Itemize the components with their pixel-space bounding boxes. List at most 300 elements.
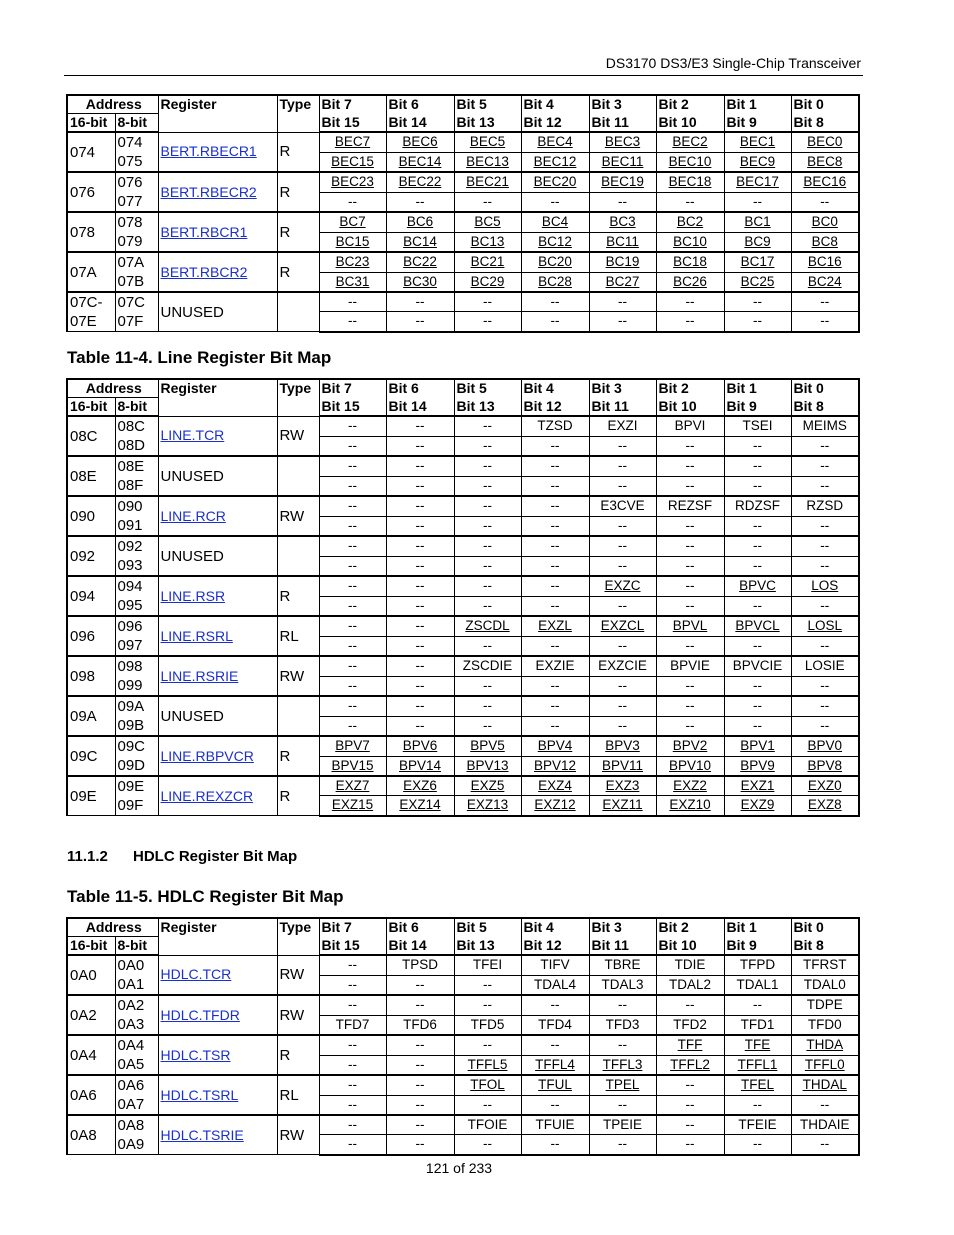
- bit-cell: [454, 496, 521, 516]
- bit-name: --: [483, 637, 492, 653]
- bit-cell: [386, 436, 454, 456]
- bit-cell: [589, 456, 656, 476]
- register-type: R: [277, 1035, 319, 1075]
- bit-name: BPVC: [739, 578, 776, 593]
- bit-cell: [319, 1015, 386, 1035]
- address-8bit: [115, 995, 158, 1035]
- bit-name: EXZ1: [740, 778, 775, 793]
- address-16bit-text: 07A: [70, 263, 97, 281]
- bit-cell: [724, 756, 791, 776]
- address-8bit-text: 079: [117, 233, 143, 250]
- bit-name: --: [618, 193, 627, 209]
- bit-cell: [386, 1015, 454, 1035]
- address-8bit-text: 0A2: [117, 997, 145, 1014]
- register-link[interactable]: LINE.TCR: [160, 427, 225, 444]
- bit-name: --: [483, 313, 492, 329]
- bit-cell: [724, 1135, 791, 1155]
- bit-name: --: [483, 1096, 492, 1112]
- bit-cell: [589, 1115, 656, 1135]
- register-name: UNUSED: [160, 707, 224, 725]
- bit-name: --: [685, 557, 695, 573]
- bit-name: --: [618, 717, 627, 733]
- register-link[interactable]: HDLC.TSRL: [160, 1086, 239, 1103]
- register-type: R: [277, 736, 319, 776]
- bit-cell: [589, 955, 656, 975]
- register-link[interactable]: BERT.RBCR1: [160, 223, 248, 240]
- bit-name: --: [415, 313, 425, 329]
- register-link[interactable]: BERT.RBECR1: [160, 143, 257, 160]
- bit-cell: [724, 736, 791, 756]
- bit-name: BEC18: [668, 174, 712, 189]
- register-type: RW: [277, 1115, 319, 1155]
- bit-name: --: [753, 557, 762, 573]
- register-link[interactable]: LINE.RCR: [160, 507, 226, 524]
- address-8bit-text: 078: [117, 214, 143, 231]
- bit-cell: [454, 252, 521, 272]
- bit-name: --: [348, 437, 357, 453]
- bit-cell: [724, 172, 791, 192]
- bit-name: LOS: [811, 578, 839, 593]
- address-16bit: [67, 292, 115, 332]
- bit-cell: [521, 272, 589, 292]
- bit-cell: [454, 1115, 521, 1135]
- register-type: RW: [277, 416, 319, 456]
- bit-cell: [386, 736, 454, 756]
- register-link[interactable]: LINE.RSRIE: [160, 667, 239, 684]
- bit-cell: [791, 456, 859, 476]
- bit-name: --: [685, 538, 695, 553]
- bit-name: --: [550, 677, 560, 693]
- bit-cell: [724, 1015, 791, 1035]
- bit-name: BEC8: [807, 153, 843, 169]
- bit-cell: [319, 252, 386, 272]
- address-8bit: [115, 496, 158, 536]
- header-type: Type: [277, 95, 319, 132]
- bit-cell: [386, 212, 454, 232]
- bit-name: BPV7: [335, 738, 370, 753]
- address-8bit: [115, 212, 158, 252]
- register-link[interactable]: BERT.RBECR2: [160, 183, 257, 200]
- register-link[interactable]: LINE.RBPVCR: [160, 747, 254, 764]
- bit-cell: [656, 1075, 724, 1095]
- bit-name: EXZ11: [602, 797, 643, 813]
- register-row: [67, 576, 859, 596]
- bit-cell: [386, 776, 454, 796]
- bit-cell: [319, 292, 386, 312]
- register-type: RW: [277, 656, 319, 696]
- bit-name: --: [348, 618, 357, 633]
- bit-name: BPV1: [740, 738, 775, 753]
- bit-name: --: [550, 1136, 560, 1152]
- bit-name: --: [415, 477, 425, 493]
- register-name-cell: [158, 496, 277, 536]
- address-8bit-text: 096: [117, 618, 143, 635]
- bit-name: TFFL4: [535, 1056, 575, 1072]
- register-type: R: [277, 252, 319, 292]
- address-8bit-text: 08F: [117, 477, 144, 494]
- address-16bit: [67, 736, 115, 776]
- bit-name: --: [820, 193, 830, 209]
- register-link[interactable]: BERT.RBCR2: [160, 263, 248, 280]
- register-name: UNUSED: [160, 303, 224, 321]
- header-bit-high: Bit 11: [589, 937, 656, 956]
- bit-name: BPV4: [537, 738, 573, 753]
- address-8bit-text: 07F: [117, 313, 144, 330]
- register-type: RL: [277, 616, 319, 656]
- bit-cell: [589, 536, 656, 556]
- bit-name: --: [753, 477, 762, 493]
- register-type: RW: [277, 496, 319, 536]
- register-link[interactable]: HDLC.TCR: [160, 966, 232, 983]
- bit-cell: [386, 252, 454, 272]
- header-8bit: 8-bit: [115, 114, 158, 133]
- bit-name: TBRE: [604, 957, 641, 972]
- bit-name: BC8: [811, 233, 838, 249]
- register-name-cell: [158, 536, 277, 576]
- bit-name: --: [685, 1096, 695, 1112]
- bit-name: BC23: [335, 254, 370, 269]
- bit-name: EXZ0: [807, 778, 842, 793]
- bit-cell: [589, 516, 656, 536]
- bit-name: --: [415, 557, 425, 573]
- address-8bit: [115, 955, 158, 995]
- bit-cell: [589, 656, 656, 676]
- bit-name: TFFL1: [737, 1056, 778, 1072]
- bit-cell: [386, 636, 454, 656]
- bit-cell: [724, 212, 791, 232]
- bit-cell: [319, 596, 386, 616]
- bit-name: TFE: [744, 1037, 771, 1052]
- address-8bit-text: 08C: [117, 418, 146, 435]
- bit-cell: [319, 975, 386, 995]
- bit-name: EXZ9: [740, 797, 775, 813]
- address-16bit-text: 09E: [70, 787, 97, 805]
- bit-cell: [521, 192, 589, 212]
- bit-name: --: [820, 1096, 830, 1112]
- bit-cell: [386, 756, 454, 776]
- bit-cell: [724, 496, 791, 516]
- bit-cell: [521, 756, 589, 776]
- bit-name: --: [820, 517, 830, 533]
- bit-name: --: [685, 313, 695, 329]
- address-16bit: [67, 616, 115, 656]
- bit-cell: [319, 756, 386, 776]
- bit-name: --: [415, 437, 425, 453]
- bit-cell: [319, 796, 386, 816]
- bit-name: --: [415, 1096, 425, 1112]
- bit-cell: [386, 272, 454, 292]
- bit-cell: [589, 416, 656, 436]
- bit-name: BC17: [740, 254, 775, 269]
- register-link[interactable]: HDLC.TFDR: [160, 1006, 240, 1023]
- bit-name: --: [348, 677, 357, 693]
- bit-name: --: [483, 437, 492, 453]
- bit-name: --: [483, 538, 492, 553]
- address-8bit-text: 0A1: [117, 976, 145, 993]
- bit-cell: [791, 212, 859, 232]
- register-link[interactable]: LINE.REXZCR: [160, 787, 254, 804]
- bit-cell: [656, 416, 724, 436]
- address-16bit-text: 098: [70, 667, 96, 685]
- bit-name: MEIMS: [802, 418, 847, 433]
- header-bit: Bit 6: [386, 95, 454, 114]
- bit-name: TZSD: [537, 418, 573, 433]
- bit-name: REZSF: [667, 498, 713, 513]
- bit-cell: [454, 192, 521, 212]
- bit-cell: [454, 212, 521, 232]
- bit-name: --: [820, 477, 830, 493]
- bit-cell: [791, 556, 859, 576]
- bit-name: TFFL5: [467, 1056, 508, 1072]
- register-name-cell: [158, 1075, 277, 1115]
- bit-cell: [589, 716, 656, 736]
- header-register: Register: [158, 918, 277, 955]
- bit-cell: [791, 736, 859, 756]
- bit-name: BC6: [406, 214, 434, 229]
- bit-cell: [454, 1135, 521, 1155]
- register-link[interactable]: LINE.RSR: [160, 587, 226, 604]
- bit-name: --: [483, 597, 492, 613]
- address-8bit-text: 07C: [117, 294, 146, 311]
- bit-cell: [521, 1115, 589, 1135]
- register-type: [277, 292, 319, 332]
- bit-cell: [386, 516, 454, 536]
- bit-name: --: [820, 437, 830, 453]
- bit-cell: [724, 292, 791, 312]
- bit-cell: [386, 192, 454, 212]
- register-type: R: [277, 212, 319, 252]
- bit-cell: [454, 172, 521, 192]
- bit-cell: [589, 252, 656, 272]
- address-8bit-text: 095: [117, 597, 143, 614]
- register-name-cell: [158, 616, 277, 656]
- bit-cell: [521, 776, 589, 796]
- bit-name: --: [415, 698, 425, 713]
- address-16bit: [67, 172, 115, 212]
- bit-name: BC29: [470, 273, 505, 289]
- bit-cell: [386, 796, 454, 816]
- bit-name: BEC22: [398, 174, 442, 189]
- header-bit: Bit 7: [319, 379, 386, 398]
- address-8bit: [115, 656, 158, 696]
- bit-cell: [656, 152, 724, 172]
- bit-cell: [656, 796, 724, 816]
- header-bit: Bit 2: [656, 95, 724, 114]
- bit-cell: [656, 975, 724, 995]
- bit-name: RDZSF: [735, 498, 780, 513]
- address-8bit: [115, 252, 158, 292]
- header-bit-high: Bit 9: [724, 114, 791, 133]
- bit-cell: [386, 576, 454, 596]
- bit-name: --: [348, 313, 357, 329]
- header-bit-high: Bit 13: [454, 937, 521, 956]
- bit-name: --: [685, 1136, 695, 1152]
- bit-name: BC15: [335, 233, 370, 249]
- bit-name: --: [753, 997, 762, 1012]
- bit-cell: [454, 436, 521, 456]
- bit-name: --: [618, 437, 627, 453]
- address-8bit: [115, 292, 158, 332]
- bit-cell: [589, 292, 656, 312]
- bit-cell: [791, 312, 859, 332]
- bit-name: BEC2: [672, 134, 708, 149]
- register-row: [67, 1115, 859, 1135]
- bit-name: TFD4: [538, 1016, 572, 1032]
- header-bit: Bit 2: [656, 379, 724, 398]
- bit-cell: [319, 716, 386, 736]
- bit-name: --: [415, 658, 425, 673]
- bit-cell: [724, 252, 791, 272]
- bit-name: --: [618, 313, 627, 329]
- bit-name: BC13: [470, 233, 505, 249]
- header-bit: Bit 0: [791, 95, 859, 114]
- bit-cell: [454, 416, 521, 436]
- bit-cell: [724, 1035, 791, 1055]
- bit-name: BC1: [744, 214, 771, 229]
- address-16bit-text: 092: [70, 547, 96, 565]
- bit-cell: [454, 975, 521, 995]
- bit-name: --: [483, 698, 492, 713]
- address-8bit-text: 098: [117, 658, 143, 675]
- address-16bit-text: 07E: [70, 313, 97, 330]
- bit-cell: [521, 975, 589, 995]
- bit-name: --: [415, 517, 425, 533]
- bit-name: TFD1: [740, 1016, 775, 1032]
- header-address: Address: [67, 918, 158, 937]
- register-link[interactable]: HDLC.TSR: [160, 1046, 231, 1063]
- bit-cell: [454, 576, 521, 596]
- bit-cell: [791, 496, 859, 516]
- bit-cell: [589, 1135, 656, 1155]
- bit-cell: [656, 576, 724, 596]
- address-16bit-text: 08E: [70, 467, 97, 485]
- address-16bit-text: 0A8: [70, 1126, 97, 1144]
- bit-cell: [589, 676, 656, 696]
- bit-name: --: [348, 1096, 357, 1112]
- bit-cell: [319, 955, 386, 975]
- register-row: [67, 536, 859, 556]
- bit-cell: [521, 955, 589, 975]
- bit-cell: [589, 1035, 656, 1055]
- bit-cell: [589, 736, 656, 756]
- bit-name: --: [820, 538, 830, 553]
- bit-name: EXZC: [604, 578, 641, 593]
- bit-name: EXZ8: [807, 797, 842, 813]
- bit-name: BPV12: [533, 757, 577, 773]
- page-header-title: DS3170 DS3/E3 Single-Chip Transceiver: [605, 55, 861, 71]
- header-rule: [64, 75, 863, 76]
- address-16bit-text: 0A2: [70, 1006, 97, 1024]
- bit-cell: [521, 152, 589, 172]
- address-8bit-text: 093: [117, 557, 143, 574]
- bit-cell: [521, 516, 589, 536]
- bit-cell: [791, 1115, 859, 1135]
- bit-name: --: [348, 193, 357, 209]
- bit-cell: [791, 152, 859, 172]
- address-16bit-text: 096: [70, 627, 96, 645]
- bit-name: EXZ6: [403, 778, 437, 793]
- bit-cell: [454, 1095, 521, 1115]
- bit-name: --: [685, 637, 695, 653]
- address-16bit: [67, 212, 115, 252]
- bit-name: --: [753, 437, 762, 453]
- register-row: [67, 456, 859, 476]
- bit-cell: [791, 1055, 859, 1075]
- bit-name: --: [820, 698, 830, 713]
- hdlc-register-table: [66, 917, 860, 1156]
- bit-cell: [386, 1075, 454, 1095]
- bit-name: --: [753, 517, 762, 533]
- bit-cell: [319, 456, 386, 476]
- bit-name: --: [550, 997, 560, 1012]
- register-link[interactable]: HDLC.TSRIE: [160, 1126, 244, 1143]
- bit-cell: [521, 1035, 589, 1055]
- bit-cell: [521, 292, 589, 312]
- address-8bit: [115, 1075, 158, 1115]
- bit-cell: [589, 272, 656, 292]
- bit-name: ZSCDIE: [462, 658, 513, 673]
- bit-name: --: [550, 597, 560, 613]
- bit-name: --: [550, 294, 560, 309]
- header-bit: Bit 7: [319, 95, 386, 114]
- bit-cell: [319, 736, 386, 756]
- bit-cell: [454, 776, 521, 796]
- header-bit: Bit 5: [454, 95, 521, 114]
- bit-name: EXZCIE: [598, 658, 647, 673]
- bit-name: --: [415, 294, 425, 309]
- bit-name: BEC12: [533, 153, 577, 169]
- bit-cell: [454, 636, 521, 656]
- bit-name: EXZ12: [534, 797, 576, 813]
- bit-cell: [521, 1135, 589, 1155]
- bit-cell: [656, 776, 724, 796]
- bit-cell: [521, 312, 589, 332]
- bit-cell: [319, 232, 386, 252]
- address-16bit: [67, 456, 115, 496]
- bit-name: EXZ2: [673, 778, 707, 793]
- bit-cell: [589, 1075, 656, 1095]
- bit-name: --: [415, 418, 425, 433]
- bit-name: TDAL4: [533, 976, 577, 992]
- bit-cell: [319, 576, 386, 596]
- bit-cell: [724, 1115, 791, 1135]
- register-link[interactable]: LINE.RSRL: [160, 627, 233, 644]
- bit-name: TIFV: [540, 957, 570, 972]
- bit-cell: [589, 232, 656, 252]
- bit-cell: [319, 616, 386, 636]
- bit-name: BPVI: [674, 418, 706, 433]
- bit-name: --: [753, 717, 762, 733]
- bit-cell: [589, 1015, 656, 1035]
- bit-name: --: [348, 976, 357, 992]
- bit-name: --: [348, 294, 357, 309]
- bit-cell: [454, 696, 521, 716]
- address-8bit-text: 0A7: [117, 1096, 145, 1113]
- header-bit: Bit 6: [386, 379, 454, 398]
- bit-cell: [656, 232, 724, 252]
- bit-cell: [656, 436, 724, 456]
- bit-name: RZSD: [806, 498, 844, 513]
- address-16bit-text: 074: [70, 143, 96, 161]
- bit-name: --: [753, 538, 762, 553]
- bit-name: BEC17: [736, 174, 779, 189]
- bit-cell: [386, 676, 454, 696]
- register-name-cell: [158, 1115, 277, 1155]
- header-bit: Bit 5: [454, 379, 521, 398]
- bit-name: --: [415, 618, 425, 633]
- bit-cell: [791, 416, 859, 436]
- bit-cell: [589, 192, 656, 212]
